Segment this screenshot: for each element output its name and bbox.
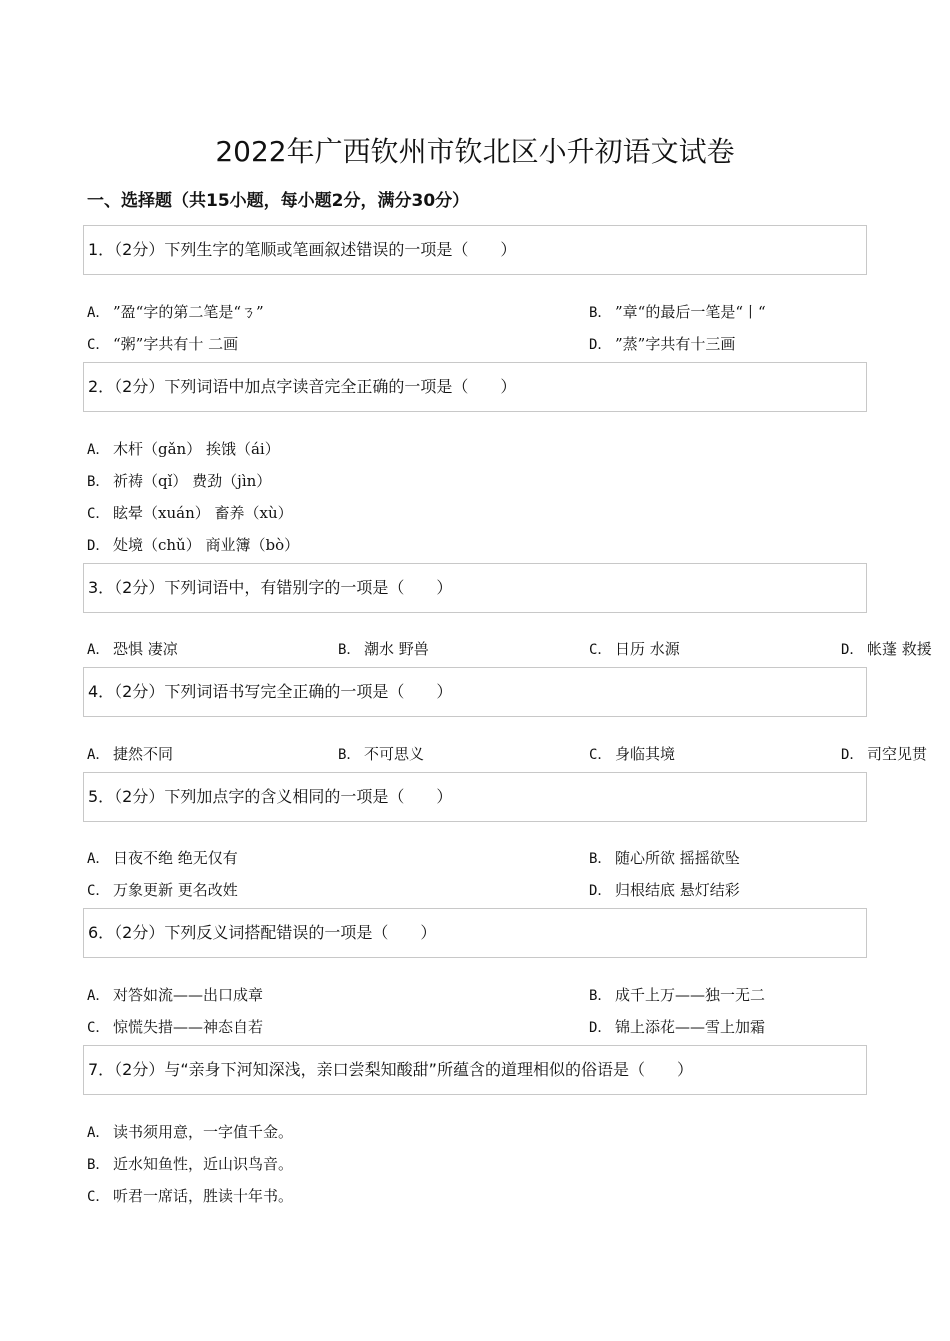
- question-4-box: [83, 667, 867, 717]
- question-2-box: [83, 362, 867, 412]
- question-6-stem: 6．（2分）下列反义词搭配错误的一项是（ ）: [88, 923, 437, 942]
- q2-option-c[interactable]: C． 眩晕（xuán） 畜养（xù）: [87, 504, 293, 522]
- question-3-box: [83, 563, 867, 613]
- q5-option-a[interactable]: A． 日夜不绝 绝无仅有: [87, 849, 238, 867]
- q3-option-b[interactable]: B． 潮水 野兽: [338, 640, 429, 658]
- q1-option-c[interactable]: C． “粥”字共有十 二画: [87, 335, 239, 353]
- question-2-stem: 2．（2分）下列词语中加点字读音完全正确的一项是（ ）: [88, 377, 517, 396]
- q4-option-c[interactable]: C． 身临其境: [589, 745, 676, 763]
- q5-option-b[interactable]: B． 随心所欲 摇摇欲坠: [589, 849, 740, 867]
- q7-option-b[interactable]: B． 近水知鱼性，近山识鸟音。: [87, 1155, 294, 1173]
- question-4-stem: 4．（2分）下列词语书写完全正确的一项是（ ）: [88, 682, 453, 701]
- q7-option-c[interactable]: C． 听君一席话，胜读十年书。: [87, 1187, 294, 1205]
- q5-option-d[interactable]: D． 归根结底 悬灯结彩: [589, 881, 740, 899]
- q5-option-c[interactable]: C． 万象更新 更名改姓: [87, 881, 238, 899]
- q3-option-a[interactable]: A． 恐惧 凄凉: [87, 640, 178, 658]
- question-1-box: [83, 225, 867, 275]
- question-5-box: [83, 772, 867, 822]
- q6-option-a[interactable]: A． 对答如流——出口成章: [87, 986, 264, 1004]
- q2-option-b[interactable]: B． 祈祷（qǐ） 费劲（jìn）: [87, 472, 272, 490]
- q2-option-d[interactable]: D． 处境（chǔ） 商业簿（bò）: [87, 536, 300, 554]
- q1-option-a[interactable]: A． ”盈“字的第二笔是“ㄋ”: [87, 303, 264, 321]
- q4-option-b[interactable]: B． 不可思义: [338, 745, 425, 763]
- section-heading: 一、选择题（共15小题，每小题2分，满分30分）: [87, 191, 470, 211]
- q3-option-d[interactable]: D． 帐蓬 救援: [841, 640, 932, 658]
- question-7-box: [83, 1045, 867, 1095]
- q1-option-b[interactable]: B． ”章“的最后一笔是“丨“: [589, 303, 766, 321]
- question-1-stem: 1．（2分）下列生字的笔顺或笔画叙述错误的一项是（ ）: [88, 240, 517, 259]
- question-6-box: [83, 908, 867, 958]
- question-3-stem: 3．（2分）下列词语中，有错别字的一项是（ ）: [88, 578, 453, 597]
- q6-option-d[interactable]: D． 锦上添花——雪上加霜: [589, 1018, 766, 1036]
- q2-option-a[interactable]: A． 木杆（gǎn） 挨饿（ái）: [87, 440, 280, 458]
- page-title: 2022年广西钦州市钦北区小升初语文试卷: [215, 135, 735, 168]
- q4-option-d[interactable]: D． 司空见贯: [841, 745, 928, 763]
- q6-option-b[interactable]: B． 成千上万——独一无二: [589, 986, 766, 1004]
- q1-option-d[interactable]: D． ”蒸”字共有十三画: [589, 335, 736, 353]
- q7-option-a[interactable]: A． 读书须用意，一字值千金。: [87, 1123, 294, 1141]
- question-7-stem: 7．（2分）与“亲身下河知深浅，亲口尝梨知酸甜”所蕴含的道理相似的俗语是（ ）: [88, 1060, 693, 1079]
- question-5-stem: 5．（2分）下列加点字的含义相同的一项是（ ）: [88, 787, 453, 806]
- q6-option-c[interactable]: C． 惊慌失措——神态自若: [87, 1018, 264, 1036]
- q3-option-c[interactable]: C． 日历 水源: [589, 640, 680, 658]
- q4-option-a[interactable]: A． 捷然不同: [87, 745, 174, 763]
